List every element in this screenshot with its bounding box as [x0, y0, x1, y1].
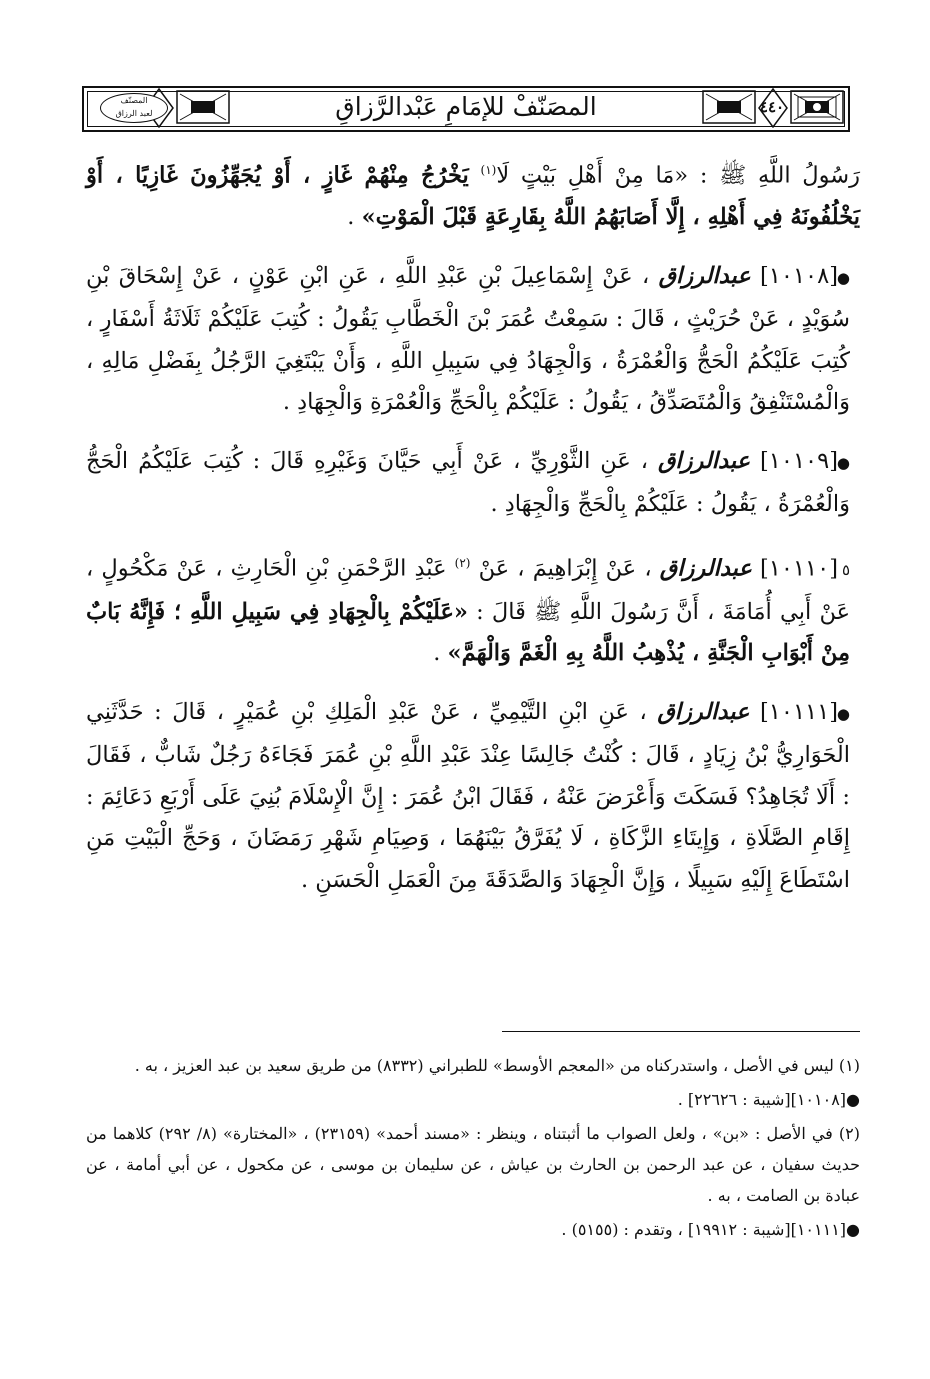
entry-bullet: ● [836, 453, 851, 472]
footnote: ●[١٠١٠٨][شيبة : ٢٢٦٢٦] . [677, 1090, 860, 1109]
continuation-end: . [347, 204, 362, 230]
running-header [82, 86, 850, 132]
author-name: عبدالرزاق [657, 698, 750, 725]
entry-bullet: ● [836, 268, 850, 287]
author-name: عبدالرزاق [658, 262, 751, 289]
author-name: عبدالرزاق [659, 555, 752, 581]
book-title: المصَنّفْ للإمَامِ عَبْدالرَّزاقِ [335, 92, 597, 121]
prophetic-quote: يَخْرُجُ مِنْهُمْ غَازٍ ، أَوْ يُجَهِّزُونَ غَازِيًا ، أَوْ يَخْلُفُونَهُ فِي أَهْلِهِ ، إِلَّا أَصَابَهُمُ اللَّهُ بِقَارِعَةٍ قَبْلَ الْمَوْتِ» [86, 162, 860, 230]
hadith-entry [86, 256, 860, 424]
footnote: (١) ليس في الأصل ، واستدركناه من «المعجم الأوسط» للطبراني (٨٣٣٢) من طريق سعيد بن عبد العزيز ، به . [134, 1056, 860, 1075]
entry-bullet: ● [836, 704, 851, 723]
footnote-separator [502, 1031, 860, 1032]
hadith-continuation [86, 150, 860, 239]
hadith-entry [86, 441, 860, 526]
hadith-entry [86, 692, 860, 902]
main-text [86, 150, 860, 901]
hadith-number: [١٠١١١] [760, 698, 839, 725]
footnote-ref: (١) [480, 163, 497, 177]
entry-bullet: ٥ [841, 561, 851, 579]
footnotes [86, 1050, 860, 1245]
stamp-line: لعبد الرزاق [115, 109, 153, 118]
hadith-entry [86, 543, 860, 675]
ornament-icon [176, 90, 230, 124]
prophetic-quote: «عَلَيْكُمْ بِالْجِهَادِ فِي سَبِيلِ اللَّهِ ؛ فَإِنَّهُ بَابٌ مِنْ أَبْوَابِ الْجَنَّةِ ، يُذْهِبُ اللَّهُ بِهِ الْغَمَّ وَالْهَمَّ» [86, 598, 850, 666]
hadith-text: ، عَنِ ابْنِ التَّيْمِيِّ ، عَنْ عَبْدِ الْمَلِكِ بْنِ عُمَيْرٍ ، قَالَ : حَدَّثَنِي الْحَوَارِيُّ بْنُ زِيَادٍ ، قَالَ : كُنْتُ جَالِسًا عِنْدَ عَبْدِ اللَّهِ بْنِ عُمَرَ فَجَاءَهُ رَجُلٌ شَابٌّ ، فَقَالَ : أَلَا تُجَاهِدُ؟ فَسَكَتَ وَأَعْرَضَ عَنْهُ ، فَقَالَ ابْنُ عُمَرَ : إِنَّ الْإِسْلَامَ بُنِيَ عَلَى أَرْبَعِ دَعَائِمَ : إِقَامِ الصَّلَاةِ ، وَإِيتَاءِ الزَّكَاةِ ، لَا يُفَرَّقُ بَيْنَهُمَا ، وَصِيَامِ شَهْرِ رَمَضَانَ ، وَحَجِّ الْبَيْتِ مَنِ اسْتَطَاعَ إِلَيْهِ سَبِيلًا ، وَإِنَّ الْجِهَادَ وَالصَّدَقَةَ مِنَ الْعَمَلِ الْحَسَنِ . [86, 698, 850, 893]
hadith-number: [١٠١٠٨] [760, 262, 838, 289]
hadith-text: ، عَنْ إِبْرَاهِيمَ ، عَنْ [478, 555, 652, 581]
hadith-text: عَبْدِ الرَّحْمَنِ بْنِ الْحَارِثِ ، عَنْ مَكْحُولٍ ، عَنْ أَبِي أُمَامَةَ ، أَنَّ رَسُولَ اللَّهِ ﷺ قَالَ : [86, 555, 851, 625]
hadith-number: [١٠١١٠] [760, 555, 839, 581]
continuation-opening: رَسُولُ اللَّهِ ﷺ : «مَا مِنْ أَهْلِ بَيْتٍ لَا [496, 162, 860, 189]
ornament-icon [790, 90, 844, 124]
footnote: ●[١٠١١١][شيبة : ١٩٩١٢] ، وتقدم : (٥١٥٥) . [561, 1220, 860, 1239]
hadith-text: ، عَنِ الثَّوْرِيِّ ، عَنْ أَبِي حَيَّانَ وَغَيْرِهِ قَالَ : كُتِبَ عَلَيْكُمُ الْحَجُّ وَالْعُمْرَةُ ، يَقُولُ : عَلَيْكُمْ بِالْحَجِّ وَالْجِهَادِ . [86, 447, 850, 517]
hadith-text: ، عَنْ إِسْمَاعِيلَ بْنِ عَبْدِ اللَّهِ ، عَنِ ابْنِ عَوْنٍ ، عَنْ إِسْحَاقَ بْنِ سُوَيْدٍ ، عَنْ حُرَيْثٍ ، قَالَ : سَمِعْتُ عُمَرَ بْنَ الْخَطَّابِ يَقُولُ : كُتِبَ عَلَيْكُمْ ثَلَاثَةُ أَسْفَارٍ ، كُتِبَ عَلَيْكُمُ الْحَجُّ وَالْعُمْرَةُ ، وَالْجِهَادُ فِي سَبِيلِ اللَّهِ ، وَأَنْ يَبْتَغِيَ الرَّجُلُ بِفَضْلِ مَالِهِ ، وَالْمُسْتَنْفِقُ وَالْمُتَصَدِّقُ ، يَقُولُ : عَلَيْكُمْ بِالْحَجِّ وَالْعُمْرَةِ وَالْجِهَادِ . [86, 262, 850, 415]
book-stamp [100, 93, 168, 123]
author-name: عبدالرزاق [657, 447, 751, 474]
footnote-ref: (٢) [454, 555, 471, 570]
footnote: (٢) في الأصل : «بن» ، ولعل الصواب ما أثبتناه ، وينظر : «مسند أحمد» (٢٣١٥٩) ، «المختارة» (٨/ ٢٩٢) كلاهما من حديث سفيان ، عن عبد الرحمن بن الحارث بن عياش ، عن سليمان بن موسى ، عن مكحول ، عن أبي أمامة ، عن عبادة بن الصامت ، به . [86, 1124, 861, 1205]
hadith-end: . [433, 640, 448, 666]
ornament-icon [702, 90, 756, 124]
hadith-number: [١٠١٠٩] [760, 447, 839, 474]
page-number: ٤٤٠ [759, 98, 785, 116]
stamp-line: المصنّف [120, 96, 148, 105]
